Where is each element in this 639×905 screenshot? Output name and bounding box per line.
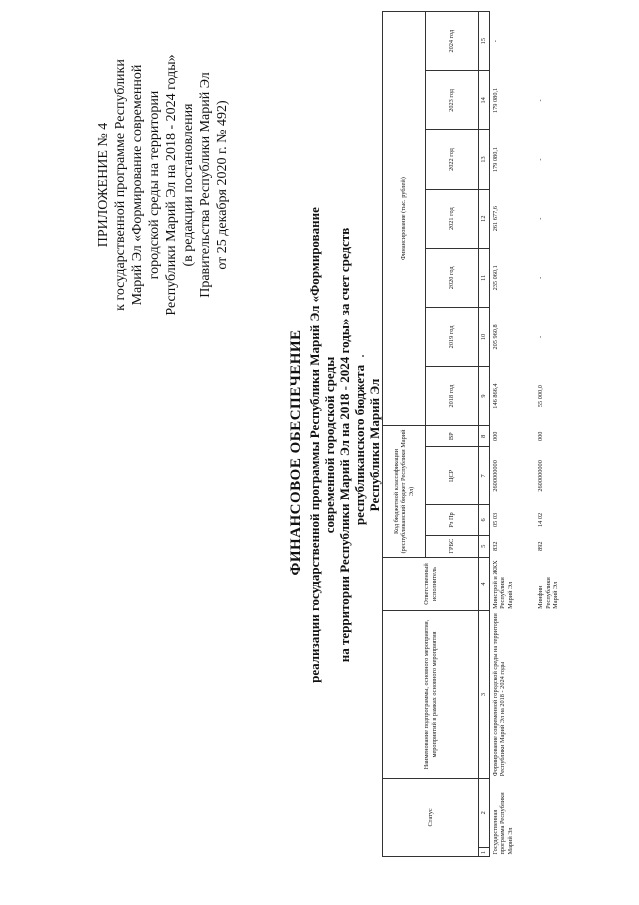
appendix-line: Марий Эл «Формирование современной [130, 64, 145, 306]
scan-speck [362, 355, 364, 357]
header-year-2021: 2021 год [426, 189, 479, 248]
subtitle-line-1: реализации государственной программы Республики Марий Эл «Формирование современной городской среды [307, 207, 337, 683]
cell-name [535, 611, 561, 778]
cell-executor: Минфин Республики Марий Эл [537, 577, 559, 609]
appendix-line: Правительства Республики Марий Эл [198, 72, 213, 298]
col-number: 15 [479, 12, 490, 71]
table-row [489, 12, 535, 857]
cell-vr: 000 [537, 431, 544, 441]
column-number-row [479, 12, 490, 857]
header-name: Наименование подпрограммы, основного мероприятия, мероприятий в рамках основного мероприятия [383, 611, 479, 778]
header-year-2019: 2019 год [426, 307, 479, 366]
cell-vr: 000 [491, 431, 499, 441]
cell-value-2018: 146 866,4 [491, 383, 499, 409]
col-number: 7 [479, 447, 490, 505]
cell-executor: Минстрой и ЖКХ Республики Марий Эл [491, 560, 514, 609]
header-csr: ЦСР [426, 447, 479, 505]
cell-value-2023: - [537, 99, 544, 102]
cell-csr: 2600000000 [491, 460, 499, 492]
col-number: 11 [479, 248, 490, 307]
cell-value-2024: - [491, 40, 499, 43]
cell-value-2024 [535, 12, 561, 71]
cell-csr: 2600000000 [537, 460, 544, 492]
header-year-2023: 2023 год [426, 71, 479, 130]
cell-value-2021: - [537, 217, 544, 220]
cell-value-2019: 205 960,8 [491, 324, 499, 350]
cell-status [535, 778, 561, 856]
header-year-2024: 2024 год [426, 12, 479, 71]
col-number: 14 [479, 71, 490, 130]
col-number: 5 [479, 535, 490, 557]
subtitle-line-2: на территории Республики Марий Эл на 2018 - 2024 годы» за счет средств республиканского бюджета [337, 227, 367, 663]
cell-grbs: 832 [491, 541, 499, 551]
funding-table [382, 11, 561, 857]
cell-rzpr: 14 02 [537, 512, 544, 528]
cell-value-2020: - [537, 276, 544, 279]
appendix-line: (в редакции постановления [181, 103, 196, 267]
subtitle-line-3: Республики Марий Эл [367, 378, 382, 512]
col-number: 10 [479, 307, 490, 366]
appendix-line: ПРИЛОЖЕНИЕ № 4 [96, 122, 111, 248]
cell-value-2022: 179 080,1 [491, 146, 499, 173]
header-budget-code: Код бюджетной классификации (республиканский бюджет Республики Марий Эл) [383, 426, 426, 558]
table-row [535, 12, 561, 857]
cell-value-2023: 179 080,1 [491, 87, 499, 113]
header-executor: Ответственный исполнитель [383, 557, 479, 611]
header-year-2018: 2018 год [426, 367, 479, 426]
header-vr: ВР [426, 426, 479, 447]
col-number: 2 [479, 778, 490, 847]
document-title: ФИНАНСОВОЕ ОБЕСПЕЧЕНИЕ [288, 329, 304, 576]
header-row-1 [383, 12, 426, 857]
header-year-2020: 2020 год [426, 248, 479, 307]
col-number: 13 [479, 130, 490, 189]
appendix-line: к государственной программе Республики [113, 59, 128, 311]
col-number: 1 [479, 847, 490, 856]
cell-name: Формирование современной городской среды на территории Республики Марий Эл на 2018 - 2024 годы [491, 613, 506, 777]
header-grbs: ГРБС [426, 535, 479, 557]
header-year-2022: 2022 год [426, 130, 479, 189]
col-number: 6 [479, 505, 490, 535]
cell-value-2018: 55 000,0 [537, 385, 544, 408]
appendix-line: Республики Марий Эл на 2018 - 2024 годы» [164, 54, 179, 316]
cell-value-2021: 261 677,6 [491, 206, 499, 232]
col-number: 3 [479, 611, 490, 778]
appendix-block [95, 50, 231, 320]
cell-value-2019: - [537, 335, 544, 338]
cell-status: Государственная программа Республики Марий Эл [491, 792, 514, 855]
cell-rzpr: 05 03 [491, 512, 499, 528]
col-number: 4 [479, 557, 490, 611]
appendix-line: городской среды на территории [147, 90, 162, 280]
header-funding: Финансирование (тыс. рублей) [383, 12, 426, 426]
col-number: 12 [479, 189, 490, 248]
appendix-line: от 25 декабря 2020 г. № 492) [215, 100, 230, 270]
header-status: Статус [383, 778, 479, 856]
col-number: 9 [479, 367, 490, 426]
col-number: 8 [479, 426, 490, 447]
cell-value-2022: - [537, 158, 544, 161]
document-subtitle [307, 185, 382, 705]
cell-grbs: 892 [537, 541, 544, 551]
cell-value-2020: 235 060,1 [491, 265, 499, 291]
header-rzpr: Рз Пр [426, 505, 479, 535]
